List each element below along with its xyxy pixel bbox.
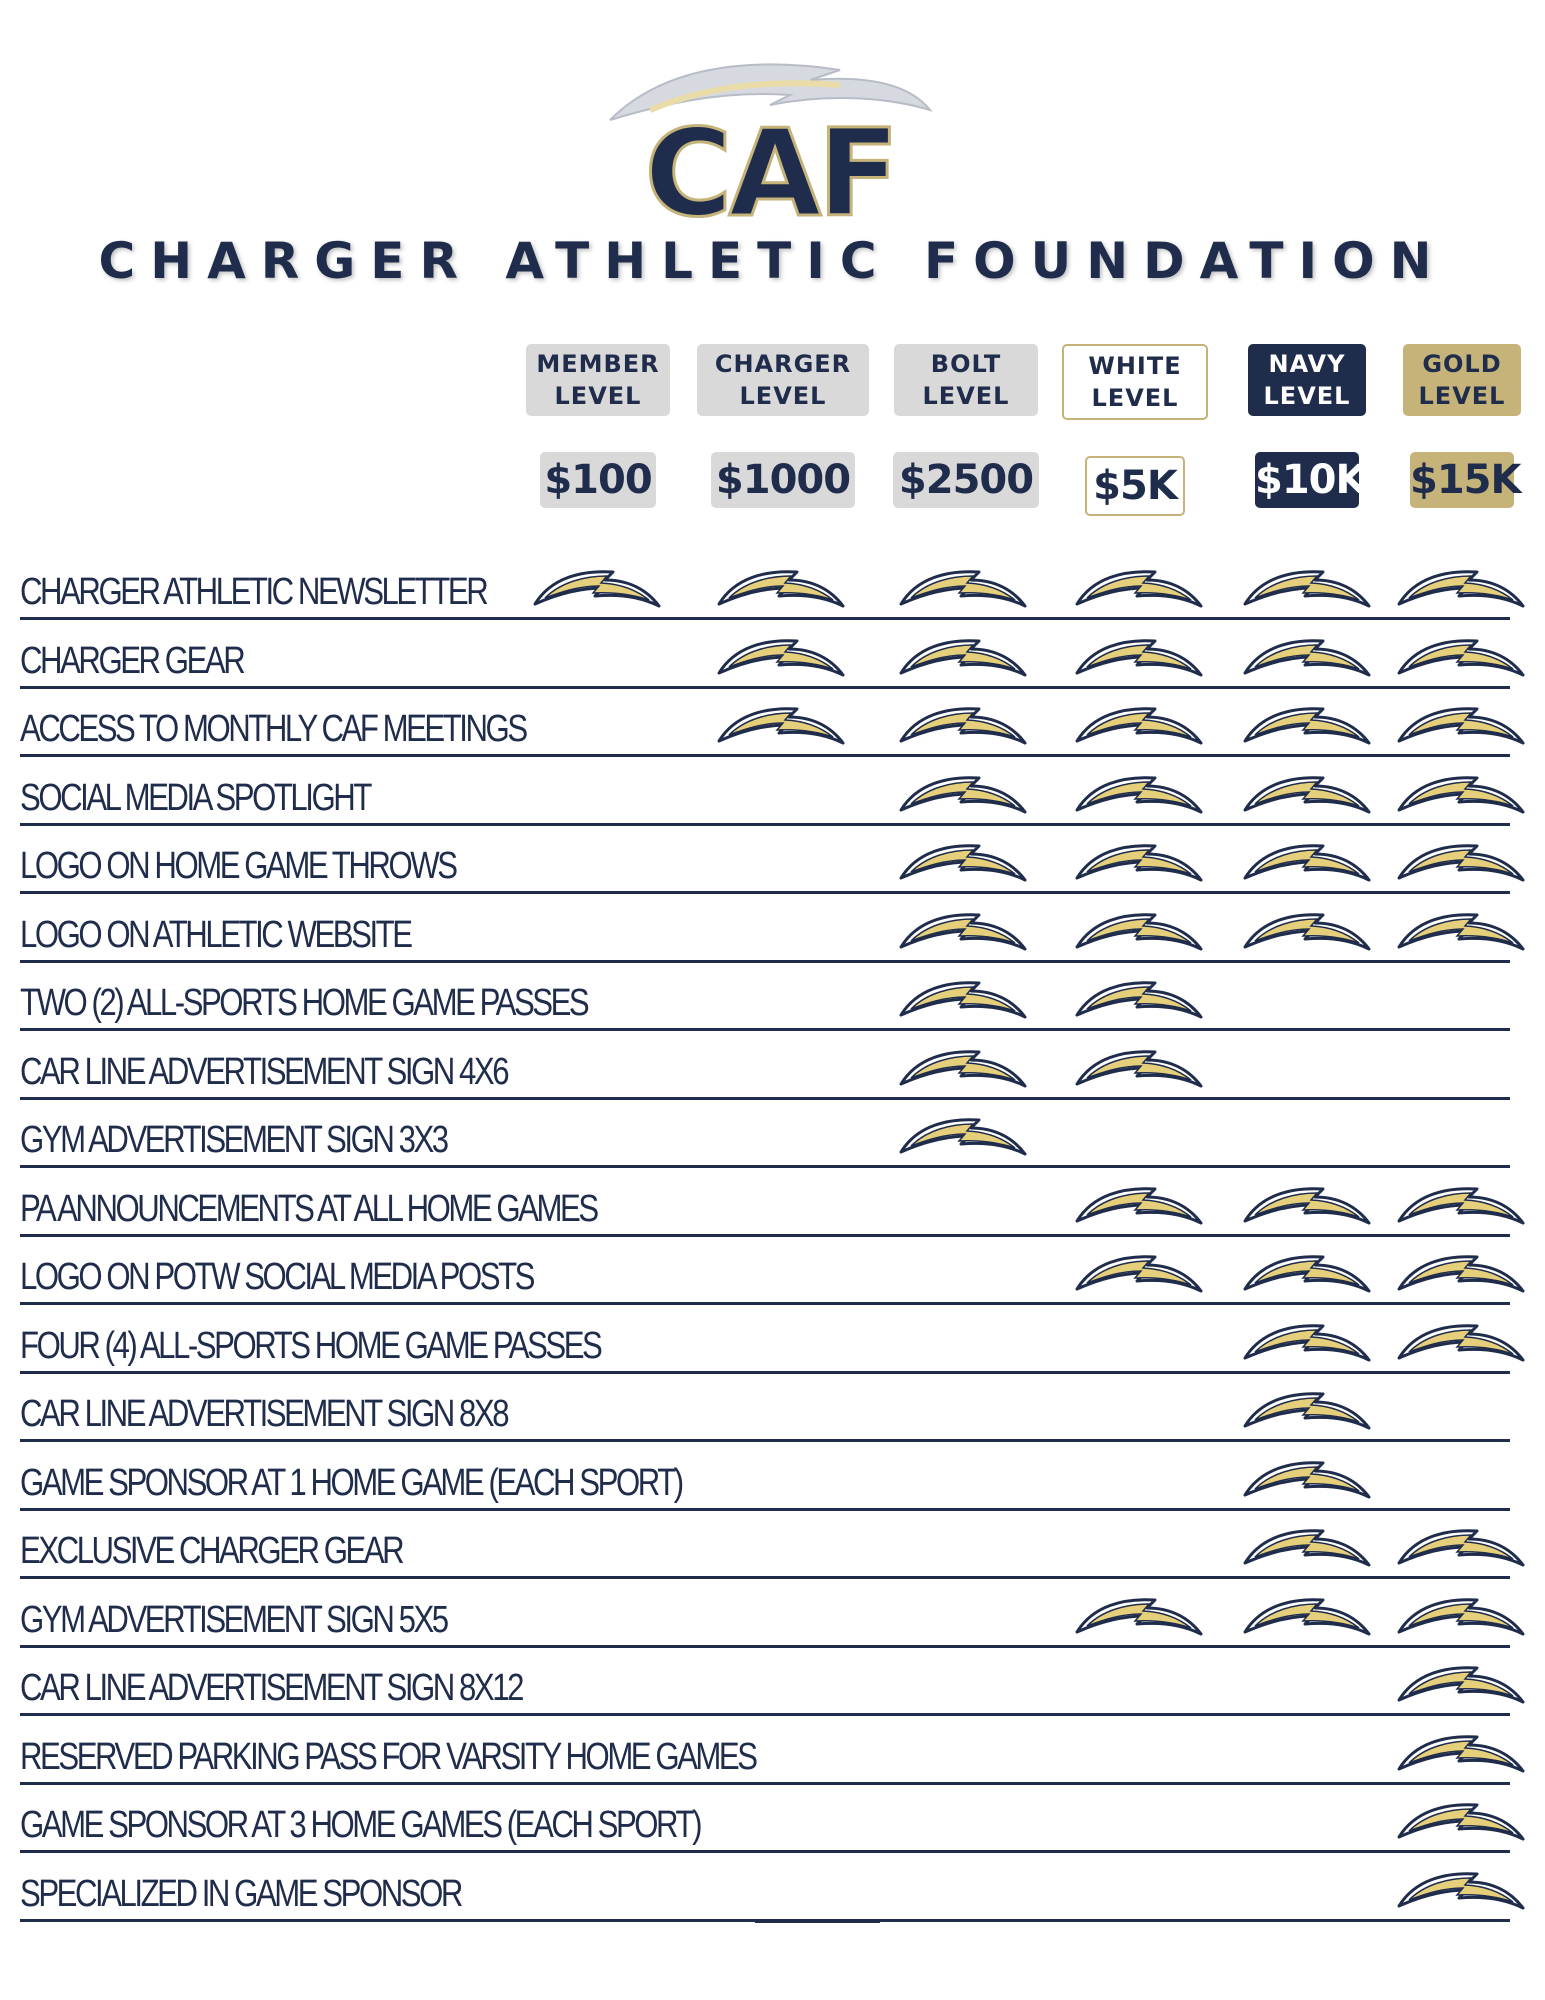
benefit-row bbox=[20, 903, 1510, 963]
tier-name-line1: WHITE bbox=[1088, 352, 1182, 380]
lightning-bolt-icon bbox=[1241, 840, 1371, 886]
blank-line bbox=[755, 1920, 880, 1923]
benefit-row bbox=[20, 766, 1510, 826]
lightning-bolt-icon bbox=[1395, 1183, 1525, 1229]
lightning-bolt-icon bbox=[897, 772, 1027, 818]
benefit-row bbox=[20, 1656, 1510, 1716]
lightning-bolt-icon bbox=[1241, 635, 1371, 681]
tier-name-line1: MEMBER bbox=[536, 350, 660, 378]
lightning-bolt-icon bbox=[1073, 909, 1203, 955]
lightning-bolt-icon bbox=[531, 566, 661, 612]
benefit-label: LOGO ON ATHLETIC WEBSITE bbox=[20, 913, 411, 956]
tier-name-line1: NAVY bbox=[1268, 350, 1346, 378]
benefit-row bbox=[20, 1040, 1510, 1100]
row-underline bbox=[20, 1028, 1510, 1031]
tier-name-line2: LEVEL bbox=[739, 382, 827, 410]
caf-logo bbox=[590, 50, 950, 230]
lightning-bolt-icon bbox=[1241, 909, 1371, 955]
lightning-bolt-icon bbox=[1073, 772, 1203, 818]
lightning-bolt-icon bbox=[1241, 1183, 1371, 1229]
benefit-row bbox=[20, 1588, 1510, 1648]
benefit-row bbox=[20, 1519, 1510, 1579]
tier-price: $15K bbox=[1410, 452, 1514, 508]
row-underline bbox=[20, 617, 1510, 620]
lightning-bolt-icon bbox=[897, 977, 1027, 1023]
lightning-bolt-icon bbox=[1241, 1320, 1371, 1366]
tier-column bbox=[876, 344, 1056, 508]
lightning-bolt-icon bbox=[1395, 840, 1525, 886]
benefit-row bbox=[20, 1793, 1510, 1853]
benefit-label: CAR LINE ADVERTISEMENT SIGN 8X8 bbox=[20, 1393, 508, 1435]
benefit-label: SOCIAL MEDIA SPOTLIGHT bbox=[20, 776, 370, 819]
lightning-bolt-icon bbox=[1073, 703, 1203, 749]
row-underline bbox=[20, 1850, 1510, 1853]
tier-price: $1000 bbox=[711, 452, 855, 508]
lightning-bolt-icon bbox=[1073, 977, 1203, 1023]
lightning-bolt-icon bbox=[1241, 1388, 1371, 1434]
row-underline bbox=[20, 1371, 1510, 1374]
tier-name-line2: LEVEL bbox=[554, 382, 642, 410]
lightning-bolt-icon bbox=[897, 566, 1027, 612]
lightning-bolt-icon bbox=[1395, 1799, 1525, 1845]
tier-price: $5K bbox=[1085, 456, 1185, 516]
benefit-row bbox=[20, 1177, 1510, 1237]
lightning-bolt-icon bbox=[1073, 635, 1203, 681]
tier-column bbox=[1217, 344, 1397, 508]
benefit-label: LOGO ON POTW SOCIAL MEDIA POSTS bbox=[20, 1256, 533, 1298]
lightning-bolt-icon bbox=[1241, 566, 1371, 612]
row-underline bbox=[20, 1576, 1510, 1579]
organization-name: CHARGER ATHLETIC FOUNDATION bbox=[98, 232, 1447, 290]
benefit-label: EXCLUSIVE CHARGER GEAR bbox=[20, 1530, 403, 1572]
lightning-bolt-icon bbox=[1073, 1183, 1203, 1229]
lightning-bolt-icon bbox=[1395, 1731, 1525, 1777]
tier-price: $100 bbox=[540, 452, 656, 508]
tier-name-line2: LEVEL bbox=[1418, 382, 1506, 410]
benefit-label: FOUR (4) ALL-SPORTS HOME GAME PASSES bbox=[20, 1324, 601, 1367]
row-underline bbox=[20, 1713, 1510, 1716]
tier-name-badge bbox=[1248, 344, 1366, 416]
tier-column bbox=[693, 344, 873, 508]
row-underline bbox=[20, 1508, 1510, 1511]
lightning-bolt-icon bbox=[1395, 772, 1525, 818]
benefit-label: CAR LINE ADVERTISEMENT SIGN 8X12 bbox=[20, 1667, 522, 1709]
row-underline bbox=[20, 891, 1510, 894]
tier-name-badge bbox=[894, 344, 1038, 416]
lightning-bolt-icon bbox=[897, 1046, 1027, 1092]
lightning-bolt-icon bbox=[1395, 1251, 1525, 1297]
lightning-bolt-icon bbox=[1241, 1525, 1371, 1571]
lightning-bolt-icon bbox=[1073, 840, 1203, 886]
lightning-bolt-icon bbox=[1395, 566, 1525, 612]
row-underline bbox=[20, 686, 1510, 689]
lightning-bolt-icon bbox=[897, 1114, 1027, 1160]
tier-column bbox=[1045, 344, 1225, 516]
row-underline bbox=[20, 1165, 1510, 1168]
row-underline bbox=[20, 1097, 1510, 1100]
logo-text: CAF bbox=[644, 105, 896, 230]
row-underline bbox=[20, 1439, 1510, 1442]
benefit-label: PA ANNOUNCEMENTS AT ALL HOME GAMES bbox=[20, 1187, 597, 1230]
lightning-bolt-icon bbox=[1395, 635, 1525, 681]
benefit-label: TWO (2) ALL-SPORTS HOME GAME PASSES bbox=[20, 982, 588, 1024]
benefit-label: RESERVED PARKING PASS FOR VARSITY HOME GAMES bbox=[20, 1735, 756, 1778]
benefit-row bbox=[20, 1314, 1510, 1374]
tier-column bbox=[1372, 344, 1545, 508]
tier-column bbox=[508, 344, 688, 508]
benefit-label: LOGO ON HOME GAME THROWS bbox=[20, 845, 456, 887]
benefit-label: GAME SPONSOR AT 1 HOME GAME (EACH SPORT) bbox=[20, 1461, 682, 1504]
lightning-bolt-icon bbox=[715, 703, 845, 749]
caf-logo-graphic bbox=[590, 50, 950, 230]
benefit-row bbox=[20, 1451, 1510, 1511]
lightning-bolt-icon bbox=[1073, 566, 1203, 612]
benefit-label: GAME SPONSOR AT 3 HOME GAMES (EACH SPORT) bbox=[20, 1804, 701, 1846]
tier-price: $10K bbox=[1255, 452, 1359, 508]
lightning-bolt-icon bbox=[1241, 1594, 1371, 1640]
lightning-bolt-icon bbox=[897, 703, 1027, 749]
tier-name-badge bbox=[526, 344, 670, 416]
benefit-row bbox=[20, 834, 1510, 894]
lightning-bolt-icon bbox=[1395, 1868, 1525, 1914]
benefit-label: GYM ADVERTISEMENT SIGN 5X5 bbox=[20, 1598, 447, 1641]
lightning-bolt-icon bbox=[1395, 1594, 1525, 1640]
tier-name-line2: LEVEL bbox=[1263, 382, 1351, 410]
tier-price: $2500 bbox=[893, 452, 1039, 508]
tier-name-line1: BOLT bbox=[930, 350, 1002, 378]
lightning-bolt-icon bbox=[1395, 1320, 1525, 1366]
lightning-bolt-icon bbox=[1395, 1662, 1525, 1708]
lightning-bolt-icon bbox=[1241, 772, 1371, 818]
lightning-bolt-icon bbox=[1073, 1046, 1203, 1092]
benefit-row bbox=[20, 1108, 1510, 1168]
tier-name-line2: LEVEL bbox=[1091, 384, 1179, 412]
tier-name-line2: LEVEL bbox=[922, 382, 1010, 410]
benefit-label: CAR LINE ADVERTISEMENT SIGN 4X6 bbox=[20, 1050, 508, 1093]
benefit-row bbox=[20, 697, 1510, 757]
row-underline bbox=[20, 1234, 1510, 1237]
benefit-label: CHARGER GEAR bbox=[20, 639, 244, 682]
lightning-bolt-icon bbox=[897, 909, 1027, 955]
row-underline bbox=[20, 1645, 1510, 1648]
tier-name-badge bbox=[697, 344, 869, 416]
lightning-bolt-icon bbox=[1073, 1251, 1203, 1297]
benefit-row bbox=[20, 1245, 1510, 1305]
benefit-row bbox=[20, 1382, 1510, 1442]
benefit-row bbox=[20, 560, 1510, 620]
lightning-bolt-icon bbox=[1241, 703, 1371, 749]
benefit-label: ACCESS TO MONTHLY CAF MEETINGS bbox=[20, 708, 526, 750]
lightning-bolt-icon bbox=[897, 840, 1027, 886]
benefit-row bbox=[20, 629, 1510, 689]
lightning-bolt-icon bbox=[1395, 909, 1525, 955]
row-underline bbox=[20, 1302, 1510, 1305]
benefit-label: SPECIALIZED IN GAME SPONSOR bbox=[20, 1872, 461, 1915]
lightning-bolt-icon bbox=[1395, 1525, 1525, 1571]
row-underline bbox=[20, 823, 1510, 826]
lightning-bolt-icon bbox=[715, 566, 845, 612]
tier-name-line1: CHARGER bbox=[714, 350, 852, 378]
benefit-row bbox=[20, 1725, 1510, 1785]
row-underline bbox=[20, 960, 1510, 963]
tier-name-badge bbox=[1062, 344, 1208, 420]
row-underline bbox=[20, 754, 1510, 757]
lightning-bolt-icon bbox=[897, 635, 1027, 681]
row-underline bbox=[20, 1782, 1510, 1785]
lightning-bolt-icon bbox=[1395, 703, 1525, 749]
lightning-bolt-icon bbox=[715, 635, 845, 681]
lightning-bolt-icon bbox=[1241, 1457, 1371, 1503]
lightning-bolt-icon bbox=[1241, 1251, 1371, 1297]
tier-name-line1: GOLD bbox=[1422, 350, 1502, 378]
benefit-row bbox=[20, 1862, 1510, 1922]
benefit-label: CHARGER ATHLETIC NEWSLETTER bbox=[20, 571, 487, 613]
benefit-label: GYM ADVERTISEMENT SIGN 3X3 bbox=[20, 1119, 447, 1161]
lightning-bolt-icon bbox=[1073, 1594, 1203, 1640]
tier-name-badge bbox=[1403, 344, 1521, 416]
benefit-row bbox=[20, 971, 1510, 1031]
